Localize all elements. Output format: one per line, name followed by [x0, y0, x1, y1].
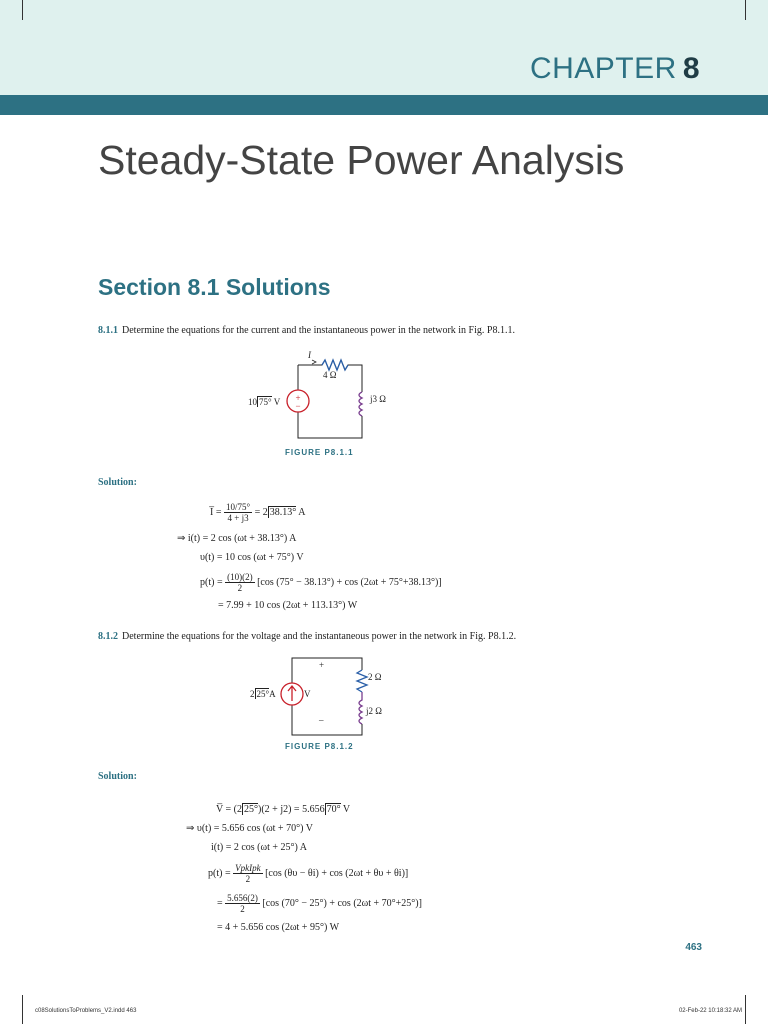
crop-mark [22, 0, 23, 20]
source-unit: A [269, 689, 276, 699]
solution-label: Solution: [98, 771, 137, 782]
equation-power-substituted [217, 893, 422, 914]
eq-middle: )(2 + j2) = 5.656 [258, 804, 325, 815]
eq-fraction [225, 572, 255, 593]
eq-rhs-angle: 38.13° [269, 506, 297, 518]
source-label [248, 397, 280, 407]
eq-lhs: p(t) = [200, 576, 223, 588]
chapter-word: CHAPTER [529, 52, 677, 85]
eq-fraction [233, 863, 262, 884]
eq-fraction [224, 502, 252, 523]
frac-numerator: 10/75° [225, 502, 251, 512]
eq-fraction [225, 893, 260, 914]
equation-current-phasor [210, 502, 305, 523]
frac-denominator: 2 [237, 583, 243, 593]
figure-caption: FIGURE P8.1.1 [285, 448, 354, 457]
plus-sign: + [319, 660, 325, 670]
voltage-label: V [304, 689, 311, 699]
resistor-label: 2 Ω [368, 672, 382, 682]
inductor-label: j2 Ω [366, 706, 382, 716]
source-label [250, 689, 276, 699]
frac-denominator: 2 [240, 904, 245, 914]
equation-power-general [208, 863, 408, 884]
solution-label: Solution: [98, 477, 137, 488]
eq-rhs-unit: A [298, 506, 306, 518]
chapter-number: 8 [682, 52, 700, 85]
crop-mark [745, 995, 746, 1024]
eq-rhs: [cos (75° − 38.13°) + cos (2ωt + 75°+38.13°)] [257, 576, 442, 588]
eq-rhs-magnitude: = 2 [254, 506, 268, 518]
problem-text: Determine the equations for the voltage and the instantaneous power in the network in Fig. P8.1.2. [122, 631, 517, 642]
minus-sign: – [319, 715, 324, 725]
source-magnitude: 2 [250, 689, 255, 699]
eq-rhs: [cos (70° − 25°) + cos (2ωt + 70°+25°)] [262, 897, 422, 909]
footer-timestamp: 02-Feb-22 10:18:32 AM [678, 1008, 742, 1014]
current-arrow-icon [312, 360, 316, 364]
current-label: I [308, 350, 311, 360]
page-number: 463 [685, 942, 702, 953]
equation-current-time: ⇒ i(t) = 2 cos (ωt + 38.13°) A [177, 533, 297, 544]
section-title: Section 8.1 Solutions [98, 274, 331, 300]
problem-text: Determine the equations for the current and the instantaneous power in the network in Fig. P8.1.1. [122, 325, 515, 336]
crop-mark [745, 0, 746, 20]
chapter-label [530, 52, 700, 86]
chapter-title: Steady-State Power Analysis [98, 137, 625, 183]
plus-sign: + [295, 393, 301, 403]
resistor-label: 4 Ω [323, 370, 337, 380]
problem-8-1-2 [98, 631, 516, 642]
source-magnitude: 10 [248, 397, 257, 407]
frac-numerator: (10)(2) [227, 572, 253, 582]
equation-power-result: = 4 + 5.656 cos (2ωt + 95°) W [217, 922, 340, 933]
source-angle: 75° [259, 397, 272, 407]
minus-sign: − [295, 401, 301, 411]
inductor-j2-ohm [359, 692, 362, 724]
frac-numerator: VpkIpk [235, 863, 261, 873]
frac-numerator: 5.656(2) [227, 893, 258, 903]
eq-rhs: [cos (θυ − θi) + cos (2ωt + θυ + θi)] [265, 867, 409, 879]
problem-number: 8.1.2 [98, 631, 118, 642]
footer-file-name: c08SolutionsToProblems_V2.indd 463 [35, 1008, 137, 1014]
inductor-j3-ohm [359, 392, 362, 416]
resistor-4-ohm [322, 360, 348, 370]
eq-lhs: p(t) = [208, 867, 231, 879]
source-angle: 25° [256, 689, 270, 699]
eq-angle: 70° [326, 804, 341, 815]
bottom-wire [292, 705, 362, 735]
eq-angle: 25° [244, 804, 259, 815]
bottom-wire [298, 412, 362, 438]
equation-voltage-time: ⇒ υ(t) = 5.656 cos (ωt + 70°) V [186, 823, 313, 834]
inductor-label: j3 Ω [370, 394, 386, 404]
frac-denominator: 4 + j3 [227, 513, 249, 523]
eq-lhs: = [217, 897, 223, 909]
resistor-2-ohm [357, 670, 367, 692]
crop-mark [22, 995, 23, 1024]
equation-current-time: i(t) = 2 cos (ωt + 25°) A [211, 842, 308, 853]
equation-voltage-phasor [216, 804, 350, 815]
equation-power-result: = 7.99 + 10 cos (2ωt + 113.13°) W [218, 600, 358, 611]
chapter-header-bar [0, 95, 768, 115]
eq-lhs: V̅ = (2 [216, 804, 243, 815]
top-wire [292, 658, 362, 683]
equation-voltage-time: υ(t) = 10 cos (ωt + 75°) V [200, 552, 304, 563]
eq-lhs: I̅ = [210, 506, 222, 518]
frac-denominator: 2 [245, 874, 251, 884]
source-unit: V [273, 397, 281, 407]
problem-8-1-1 [98, 325, 515, 336]
equation-power [200, 572, 442, 593]
problem-number: 8.1.1 [98, 325, 118, 336]
eq-unit: V [342, 804, 351, 815]
source-polarity [294, 394, 302, 410]
figure-caption: FIGURE P8.1.2 [285, 742, 354, 751]
